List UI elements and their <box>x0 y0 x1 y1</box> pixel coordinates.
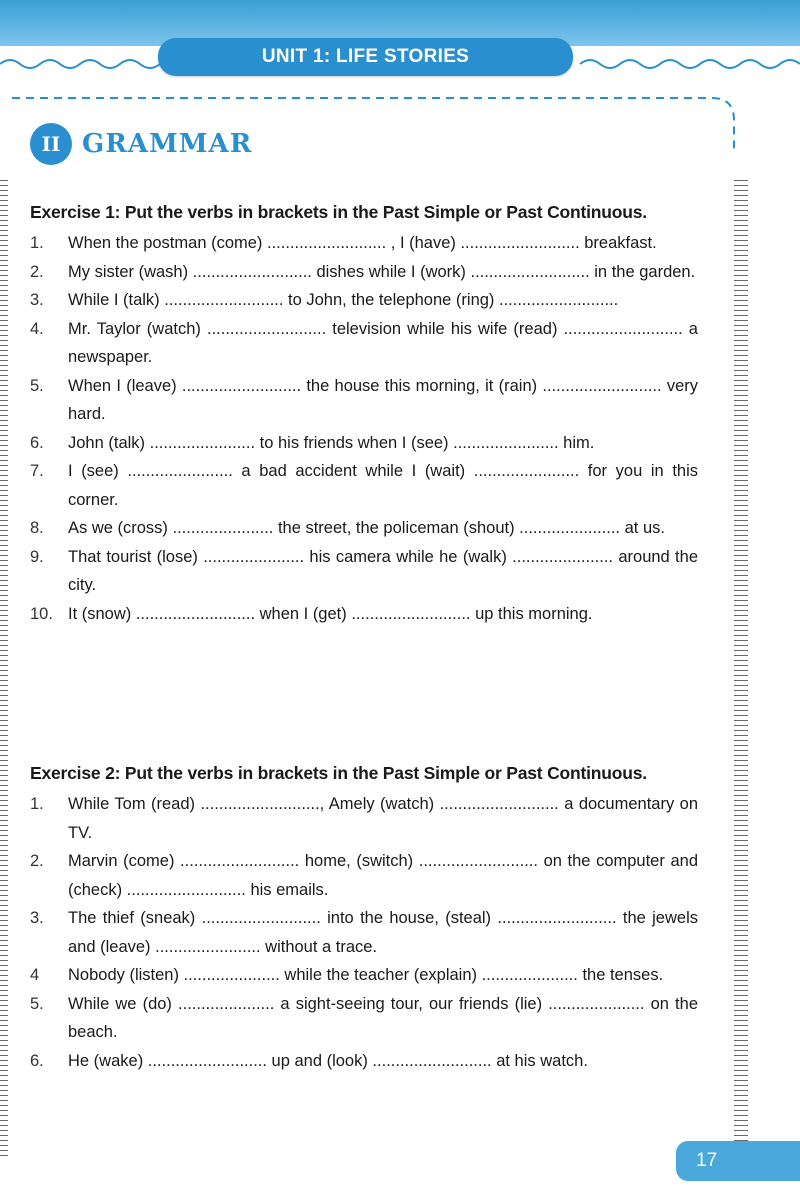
section-title: GRAMMAR <box>82 129 253 159</box>
right-binding <box>734 180 748 1160</box>
exercise-item <box>30 514 698 543</box>
item-text: Nobody (listen) ..................... while the teacher (explain) ..................... the tenses. <box>68 966 664 984</box>
item-number: 2. <box>30 262 44 281</box>
item-text: While we (do) ..................... a sight-seeing tour, our friends (lie) ..................... on the beach. <box>68 994 698 1041</box>
exercise-item <box>30 457 698 514</box>
item-text: When the postman (come) .......................... , I (have) .......................... breakfast. <box>68 234 657 252</box>
item-text: My sister (wash) .......................... dishes while I (work) .......................... in the garden. <box>68 262 696 281</box>
section-heading <box>30 123 252 165</box>
item-number: 1. <box>30 795 44 813</box>
exercise-item <box>30 847 698 904</box>
exercise-item <box>30 429 698 458</box>
page-number: 17 <box>676 1141 800 1181</box>
item-number: 1. <box>30 234 44 252</box>
exercise-2 <box>30 763 698 1075</box>
unit-title: UNIT 1: LIFE STORIES <box>158 38 573 76</box>
item-number: 6. <box>30 1051 44 1070</box>
item-number: 8. <box>30 519 44 537</box>
exercise-1-title: Exercise 1: Put the verbs in brackets in the Past Simple or Past Continuous. <box>30 202 647 222</box>
item-text: John (talk) ....................... to his friends when I (see) ....................... him. <box>68 433 595 452</box>
item-text: I (see) ....................... a bad accident while I (wait) ....................... for you in this corner. <box>68 462 698 509</box>
item-number: 5. <box>30 994 44 1013</box>
exercise-item <box>30 990 698 1047</box>
exercise-item <box>30 961 698 990</box>
item-number: 6. <box>30 433 44 452</box>
exercise-item <box>30 258 698 287</box>
exercise-item <box>30 229 698 258</box>
exercise-item <box>30 286 698 315</box>
section-badge: II <box>30 123 72 165</box>
item-number: 4. <box>30 319 44 338</box>
item-text: He (wake) .......................... up and (look) .......................... at his watch. <box>68 1051 588 1070</box>
item-text: When I (leave) .......................... the house this morning, it (rain) .......................... very hard. <box>68 376 698 423</box>
exercise-item <box>30 1047 698 1076</box>
exercise-item <box>30 790 698 847</box>
exercise-item <box>30 904 698 961</box>
item-text: While I (talk) .......................... to John, the telephone (ring) .......................... <box>68 291 619 309</box>
exercise-2-title: Exercise 2: Put the verbs in brackets in the Past Simple or Past Continuous. <box>30 763 647 783</box>
item-number: 2. <box>30 852 44 870</box>
exercise-2-list <box>30 790 698 1075</box>
exercise-1-list <box>30 229 698 628</box>
item-number: 3. <box>30 291 44 309</box>
item-number: 4 <box>30 966 40 984</box>
item-number: 9. <box>30 547 44 566</box>
left-binding <box>0 180 8 1160</box>
exercise-item <box>30 600 698 629</box>
exercise-1 <box>30 202 698 628</box>
item-text: Marvin (come) .......................... home, (switch) .......................... on the computer and (check) .......................... his emails. <box>68 852 698 899</box>
item-text: It (snow) .......................... when I (get) .......................... up this morning. <box>68 604 593 623</box>
item-text: Mr. Taylor (watch) .......................... television while his wife (read) .......................... a newspaper. <box>68 319 698 366</box>
item-text: While Tom (read) .........................., Amely (watch) .......................... a documentary on TV. <box>68 795 698 842</box>
item-number: 3. <box>30 909 44 927</box>
item-text: As we (cross) ...................... the street, the policeman (shout) ...................... at us. <box>68 519 665 537</box>
exercise-item <box>30 543 698 600</box>
item-number: 5. <box>30 376 44 395</box>
exercise-item <box>30 372 698 429</box>
item-number: 10. <box>30 604 53 623</box>
item-text: That tourist (lose) ...................... his camera while he (walk) ...................... around the city. <box>68 547 698 594</box>
item-number: 7. <box>30 462 44 480</box>
item-text: The thief (sneak) .......................... into the house, (steal) .......................... the jewels and (leave) ....................... without a trace. <box>68 909 698 956</box>
exercise-item <box>30 315 698 372</box>
